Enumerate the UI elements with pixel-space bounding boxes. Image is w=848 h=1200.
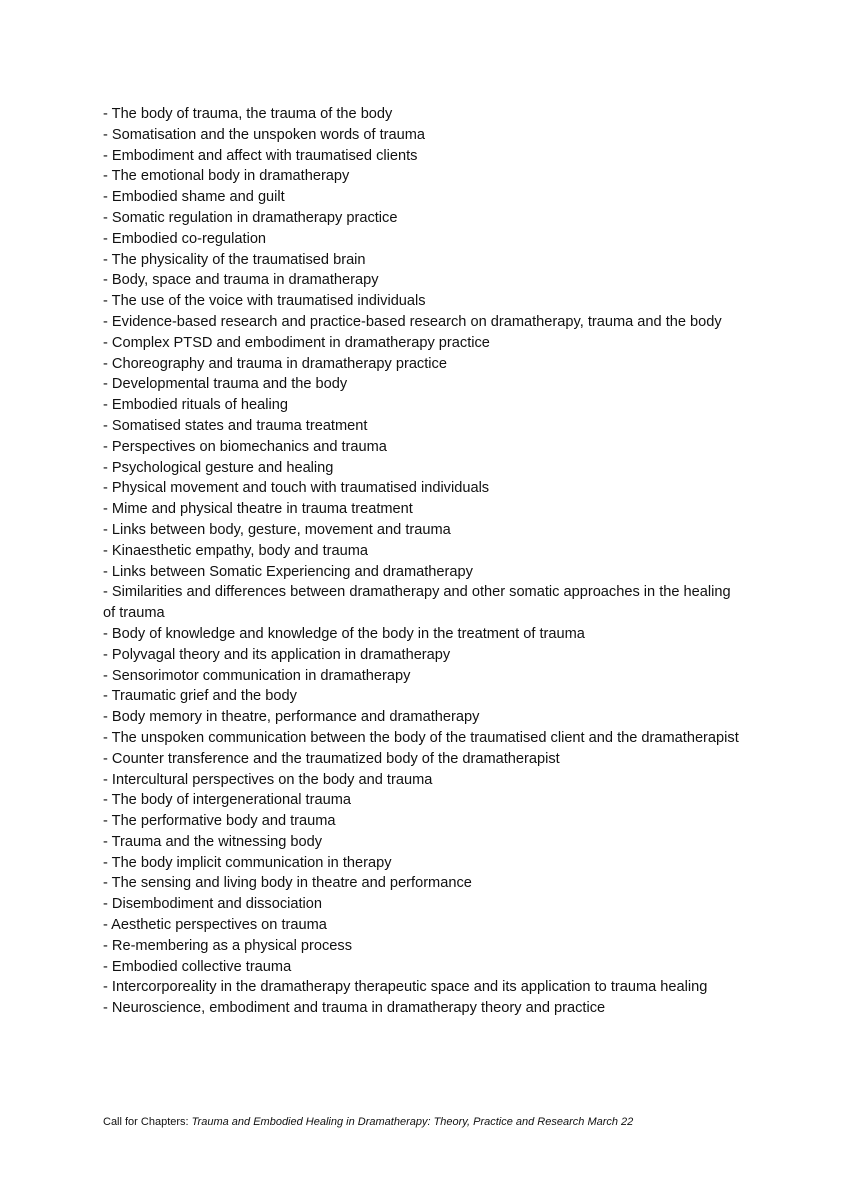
topic-item: - Trauma and the witnessing body <box>103 833 323 850</box>
footer-prefix: Call for Chapters: <box>103 1116 192 1128</box>
topic-item: - Similarities and differences between dramatherapy and other somatic approaches in the healing of trauma <box>103 584 731 622</box>
topic-item: - Body of knowledge and knowledge of the body in the treatment of trauma <box>103 625 585 642</box>
topic-item: - Traumatic grief and the body <box>103 688 297 705</box>
topic-item: - Evidence-based research and practice-based research on dramatherapy, trauma and the body <box>103 313 722 330</box>
page-footer <box>103 1114 633 1130</box>
topic-item: - Intercorporeality in the dramatherapy therapeutic space and its application to trauma healing <box>103 979 708 996</box>
topic-item: - Body memory in theatre, performance and dramatherapy <box>103 709 480 726</box>
topic-item: - Choreography and trauma in dramatherapy practice <box>103 355 447 372</box>
topic-item: - Re-membering as a physical process <box>103 937 352 954</box>
topic-item: - Embodied shame and guilt <box>103 189 285 206</box>
topic-item: - The performative body and trauma <box>103 813 336 830</box>
topic-item: - Mime and physical theatre in trauma treatment <box>103 501 413 518</box>
topic-item: - Links between body, gesture, movement and trauma <box>103 521 451 538</box>
topic-item: - Neuroscience, embodiment and trauma in dramatherapy theory and practice <box>103 1000 606 1017</box>
topic-item: - Perspectives on biomechanics and trauma <box>103 438 387 455</box>
topic-item: - The use of the voice with traumatised individuals <box>103 293 426 310</box>
topic-item: - Kinaesthetic empathy, body and trauma <box>103 542 368 559</box>
topic-item: - Somatisation and the unspoken words of trauma <box>103 126 426 143</box>
topic-item: - Embodied co-regulation <box>103 230 267 247</box>
topic-item: - The body of intergenerational trauma <box>103 792 351 809</box>
topic-item: - Links between Somatic Experiencing and dramatherapy <box>103 563 473 580</box>
topic-item: - Counter transference and the traumatized body of the dramatherapist <box>103 750 560 767</box>
topic-item: - Embodied collective trauma <box>103 958 292 975</box>
topic-item: - Somatic regulation in dramatherapy practice <box>103 209 398 226</box>
topic-item: - Embodied rituals of healing <box>103 397 288 414</box>
topic-item: - The physicality of the traumatised brain <box>103 251 366 268</box>
topic-item: - Body, space and trauma in dramatherapy <box>103 272 379 289</box>
topic-item: - Somatised states and trauma treatment <box>103 417 368 434</box>
topic-item: - Polyvagal theory and its application in dramatherapy <box>103 646 451 663</box>
topic-item: - The unspoken communication between the body of the traumatised client and the dramatherapist <box>103 729 739 746</box>
topic-item: - The emotional body in dramatherapy <box>103 168 350 185</box>
topic-item: - Disembodiment and dissociation <box>103 896 323 913</box>
topic-item: - The body of trauma, the trauma of the body <box>103 106 393 122</box>
topic-item: - The body implicit communication in therapy <box>103 854 392 871</box>
topic-item: - Embodiment and affect with traumatised clients <box>103 147 418 164</box>
topic-item: - Aesthetic perspectives on trauma <box>103 917 327 934</box>
topic-item: - Psychological gesture and healing <box>103 459 334 476</box>
topic-item: - Sensorimotor communication in dramatherapy <box>103 667 411 684</box>
topic-item: - Complex PTSD and embodiment in dramatherapy practice <box>103 334 490 351</box>
footer-title: Trauma and Embodied Healing in Dramatherapy: Theory, Practice and Research March 22 <box>191 1116 634 1128</box>
topic-item: - Developmental trauma and the body <box>103 376 348 393</box>
topic-list <box>103 104 743 1019</box>
topic-item: - The sensing and living body in theatre and performance <box>103 875 472 892</box>
topic-item: - Physical movement and touch with traumatised individuals <box>103 480 490 497</box>
topic-item: - Intercultural perspectives on the body and trauma <box>103 771 433 788</box>
